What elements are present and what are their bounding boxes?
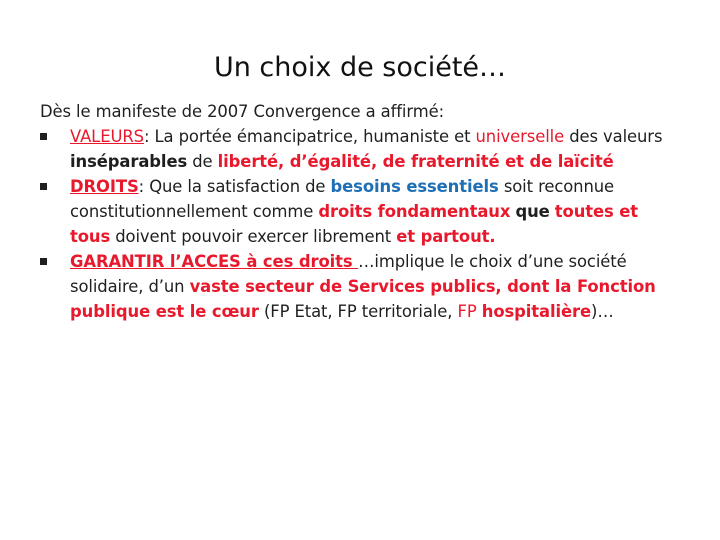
bullet-text-span: soit reconnue constitutionnellement comme: [70, 177, 615, 221]
bullet-text-span: doivent pouvoir exercer librement: [110, 227, 397, 246]
bullet-text-span: et partout.: [396, 227, 496, 246]
bullet-text-span: : La portée émancipatrice, humaniste et: [143, 127, 476, 146]
bullet-text-span: que: [515, 202, 550, 221]
bullet-text-span: universelle: [475, 127, 565, 146]
bullet-text-span: vaste secteur de Services publics, dont la: [189, 277, 577, 296]
bullet-text-span: VALEURS: [70, 127, 144, 146]
slide-title: Un choix de société…: [213, 52, 507, 83]
bullet-text-span: GARANTIR l’ACCES à ces droits: [70, 252, 359, 271]
bullet-text-span: droits fondamentaux: [318, 202, 511, 221]
bullet-text-span: des valeurs: [564, 127, 663, 146]
bullet-item: [40, 124, 680, 174]
bullet-text-span: )…: [591, 302, 614, 321]
bullet-text-span: inséparables: [70, 152, 188, 171]
intro-text: Dès le manifeste de 2007 Convergence a affirmé:: [40, 102, 444, 121]
bullet-text-span: : Que la satisfaction de: [138, 177, 331, 196]
slide-body: [40, 99, 680, 324]
square-bullet-icon: [40, 133, 47, 140]
bullet-text-span: …implique le choix d’une société solidaire, d’un: [70, 252, 627, 296]
bullet-text-span: liberté, d’égalité, de fraternité et de laïcité: [217, 152, 614, 171]
bullet-list: [40, 124, 680, 324]
bullet-text-span: DROITS: [70, 177, 139, 196]
bullet-text-span: FP: [457, 302, 477, 321]
bullet-text-span: besoins essentiels: [330, 177, 499, 196]
square-bullet-icon: [40, 258, 47, 265]
bullet-item: [40, 174, 680, 249]
bullet-text-span: (FP Etat, FP territoriale,: [258, 302, 458, 321]
bullet-text-span: de: [187, 152, 218, 171]
bullet-item: [40, 249, 680, 324]
bullet-text-span: hospitalière: [481, 302, 592, 321]
bullet-text-span: Fonction publique est le cœur: [70, 277, 656, 321]
square-bullet-icon: [40, 183, 47, 190]
bullet-text-span: toutes et tous: [70, 202, 639, 246]
